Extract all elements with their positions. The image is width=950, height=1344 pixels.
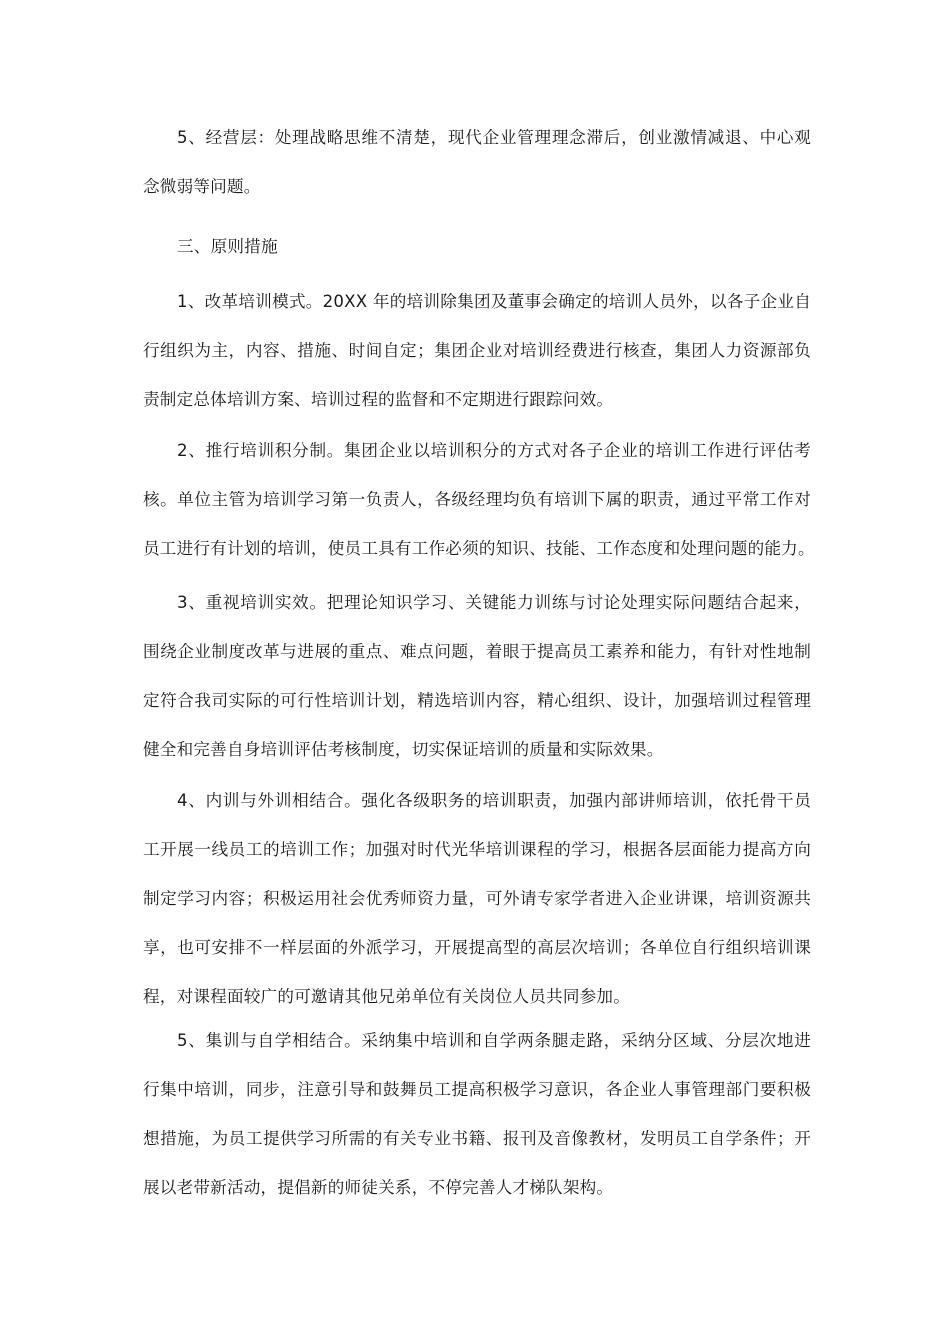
- text-line: 责制定总体培训方案、培训过程的监督和不定期进行跟踪问效。: [143, 390, 614, 409]
- text-line: 定符合我司实际的可行性培训计划，精选培训内容，精心组织、设计，加强培训过程管理: [143, 691, 811, 710]
- text-line: 4、内训与外训相结合。强化各级职务的培训职责，加强内部讲师培训，依托骨干员: [177, 791, 811, 810]
- paragraph-reform-training: [143, 277, 811, 424]
- section-heading-principles: [143, 222, 811, 271]
- text-line: 员工进行有计划的培训，使员工具有工作必须的知识、技能、工作态度和处理问题的能力。: [143, 539, 815, 558]
- paragraph-centralized-self-study: [143, 1016, 811, 1212]
- text-line: 念微弱等问题。: [143, 177, 261, 196]
- text-line: 三、原则措施: [177, 237, 278, 256]
- text-line: 行集中培训，同步，注意引导和鼓舞员工提高积极学习意识，各企业人事管理部门要积极: [143, 1080, 811, 1099]
- text-line: 程，对课程面较广的可邀请其他兄弟单位有关岗位人员共同参加。: [143, 987, 631, 1006]
- text-line: 围绕企业制度改革与进展的重点、难点问题，着眼于提高员工素养和能力，有针对性地制: [143, 642, 811, 661]
- text-line: 享，也可安排不一样层面的外派学习，开展提高型的高层次培训；各单位自行组织培训课: [143, 938, 811, 957]
- text-line: 制定学习内容；积极运用社会优秀师资力量，可外请专家学者进入企业讲课，培训资源共: [143, 889, 811, 908]
- paragraph-training-effect: [143, 578, 811, 774]
- paragraph-internal-external: [143, 776, 811, 1021]
- text-line: 2、推行培训积分制。集团企业以培训积分的方式对各子企业的培训工作进行评估考: [177, 441, 811, 460]
- text-line: 工开展一线员工的培训工作；加强对时代光华培训课程的学习，根据各层面能力提高方向: [143, 840, 811, 859]
- text-line: 健全和完善自身培训评估考核制度，切实保证培训的质量和实际效果。: [143, 740, 664, 759]
- paragraph-points-system: [143, 426, 815, 573]
- text-line: 1、改革培训模式。20XX 年的培训除集团及董事会确定的培训人员外，以各子企业自: [177, 292, 811, 311]
- text-line: 3、重视培训实效。把理论知识学习、关键能力训练与讨论处理实际问题结合起来，: [177, 593, 811, 612]
- text-line: 5、经营层：处理战略思维不清楚，现代企业管理理念滞后，创业激情减退、中心观: [177, 128, 811, 147]
- text-line: 5、集训与自学相结合。采纳集中培训和自学两条腿走路，采纳分区域、分层次地进: [177, 1031, 811, 1050]
- text-line: 想措施，为员工提供学习所需的有关专业书籍、报刊及音像教材，发明员工自学条件；开: [143, 1129, 811, 1148]
- text-line: 行组织为主，内容、措施、时间自定；集团企业对培训经费进行核查，集团人力资源部负: [143, 341, 811, 360]
- text-line: 展以老带新活动，提倡新的师徒关系，不停完善人才梯队架构。: [143, 1178, 614, 1197]
- text-line: 核。单位主管为培训学习第一负责人，各级经理均负有培训下属的职责，通过平常工作对: [143, 490, 811, 509]
- paragraph-operator-level: [143, 113, 811, 211]
